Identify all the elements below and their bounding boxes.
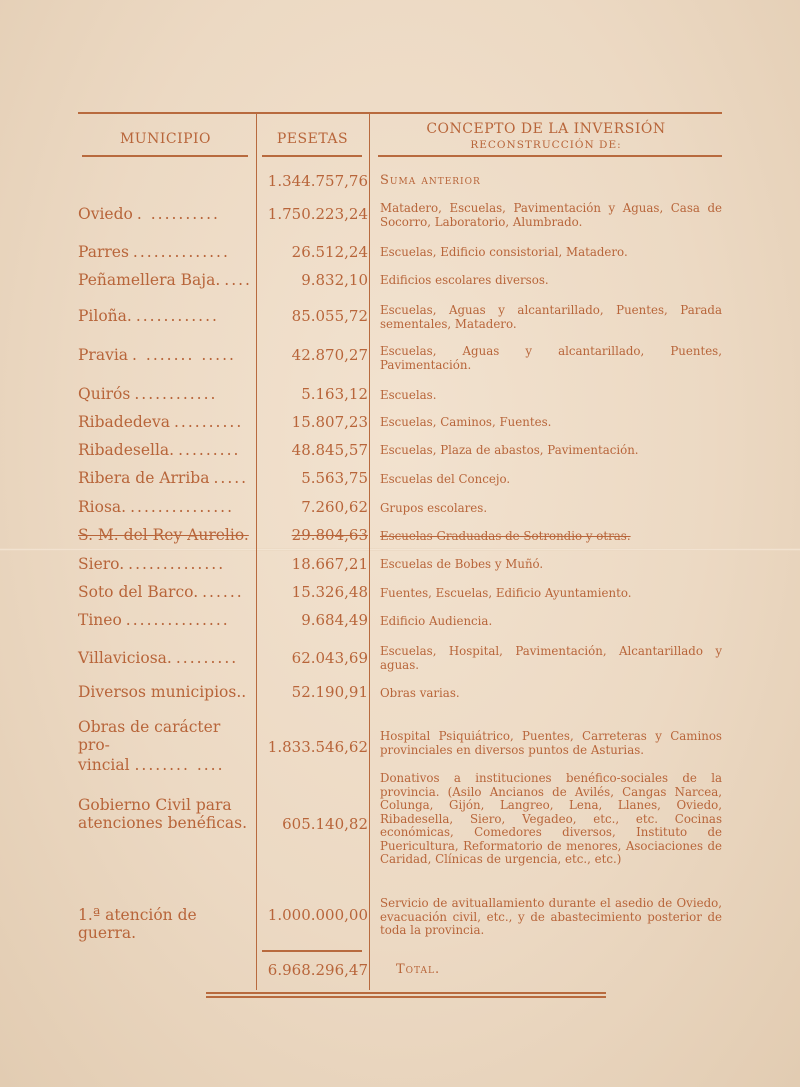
concept-cell: Escuelas de Bobes y Muñó.: [380, 557, 544, 571]
municipio-name: [78, 649, 253, 667]
concept-cell: Edificios escolares diversos.: [380, 273, 549, 287]
amount-cell: 9.684,49: [301, 611, 368, 629]
amount-cell: 15.326,48: [291, 583, 368, 601]
concept-cell: Edificio Audiencia.: [380, 614, 493, 628]
municipio-label: Parres: [78, 243, 129, 261]
concept-cell: Fuentes, Escuelas, Edificio Ayuntamiento.: [380, 586, 632, 600]
amount-cell: 5.563,75: [301, 469, 368, 487]
amount-cell: 15.807,23: [291, 413, 368, 431]
gobierno-concept: Donativos a instituciones benéfico-sociales de la provincia. (Asilo Ancianos de Avilés, Cangas Narcea, Colunga, Gijón, Langreo, Lena, Llanes, Oviedo, Ribadesella, Siero, Vegadeo, etc., etc. Cocinas económicas, Comedores diversos, Instituto de Puericultura, Reformatorio de menores, Asociaciones de Caridad, Clínicas de urgencia, etc., etc.): [380, 771, 722, 866]
amount-cell: 9.832,10: [301, 271, 368, 289]
suma-anterior-label: Suma anterior: [380, 173, 481, 188]
leader-dots: . ....... .....: [132, 346, 236, 364]
amount-cell: 5.163,12: [301, 385, 368, 403]
leader-dots: . ..........: [136, 205, 220, 223]
provincial-municipio-line2: [78, 756, 253, 774]
leader-dots: ......: [202, 583, 244, 601]
concept-cell: Matadero, Escuelas, Pavimentación y Aguas, Casa de Socorro, Laboratorio, Alumbrado.: [380, 201, 722, 229]
leader-dots: .........: [175, 649, 239, 667]
suma-anterior-amount: 1.344.757,76: [267, 172, 368, 190]
concept-cell: Escuelas, Edificio consistorial, Matadero.: [380, 245, 628, 259]
amount-cell: 18.667,21: [291, 555, 368, 573]
municipio-label: Quirós: [78, 385, 131, 403]
leader-dots: ...............: [130, 498, 234, 516]
amount-cell: 62.043,69: [291, 649, 368, 667]
municipio-name: [78, 385, 253, 403]
municipio-name: [78, 583, 253, 601]
amount-cell: 1.750.223,24: [267, 205, 368, 223]
municipio-label: Soto del Barco.: [78, 583, 199, 601]
leader-dots: ..........: [173, 413, 244, 431]
total-amount: 6.968.296,47: [267, 961, 368, 979]
concept-cell: Obras varias.: [380, 686, 460, 700]
leader-dots: ............: [135, 307, 219, 325]
concept-cell: Escuelas, Hospital, Pavimentación, Alcantarillado y aguas.: [380, 644, 722, 672]
municipio-name: [78, 498, 253, 516]
concept-cell: Escuelas Graduadas de Sotrondio y otras.: [380, 529, 631, 543]
leader-dots: ..............: [132, 243, 230, 261]
leader-dots: .....: [213, 469, 249, 487]
gobierno-municipio-line2: atenciones benéficas.: [78, 814, 248, 832]
amount-cell: 52.190,91: [291, 683, 368, 701]
total-rule: [262, 950, 362, 952]
amount-cell: 7.260,62: [301, 498, 368, 516]
header-municipio: MUNICIPIO: [119, 131, 212, 147]
top-rule: [78, 112, 722, 114]
municipio-label: Diversos municipios..: [78, 683, 247, 701]
municipio-name: [78, 413, 253, 431]
concept-cell: Escuelas, Caminos, Fuentes.: [380, 415, 552, 429]
municipio-label: Ribadedeva: [78, 413, 170, 431]
amount-cell: 85.055,72: [291, 307, 368, 325]
concept-cell: Escuelas del Concejo.: [380, 472, 511, 486]
municipio-label: Oviedo: [78, 205, 133, 223]
concept-cell: Escuelas, Aguas y alcantarillado, Puentes, Parada sementales, Matadero.: [380, 303, 722, 331]
municipio-name: [78, 307, 253, 325]
header-concepto-sub: RECONSTRUCCIÓN DE:: [470, 139, 622, 151]
municipio-label: Villaviciosa.: [78, 649, 172, 667]
leader-dots: ..............: [128, 555, 226, 573]
municipio-label: Pravia: [78, 346, 129, 364]
amount-cell: 42.870,27: [291, 346, 368, 364]
provincial-amount: 1.833.546,62: [267, 738, 368, 756]
header-rule-pesetas: [262, 155, 362, 157]
gobierno-municipio: [78, 796, 253, 832]
leader-dots: ............: [134, 385, 218, 403]
municipio-label: S. M. del Rey Aurelio.: [78, 526, 249, 544]
leader-dots: ....: [224, 271, 252, 289]
municipio-name: [78, 346, 253, 364]
municipio-name: [78, 683, 253, 701]
guerra-amount: 1.000.000,00: [267, 906, 368, 924]
header-rule-concepto: [378, 155, 722, 157]
guerra-concept: Servicio de avituallamiento durante el asedio de Oviedo, evacuación civil, etc., y de abastecimiento posterior de toda la provincia.: [380, 896, 722, 937]
page-fold: [0, 548, 800, 551]
provincial-dots: ........ ....: [134, 756, 225, 774]
concept-cell: Grupos escolares.: [380, 501, 488, 515]
municipio-name: [78, 469, 253, 487]
header-concepto: CONCEPTO DE LA INVERSIÓN: [426, 121, 666, 137]
provincial-municipio: [78, 718, 253, 774]
municipio-label: Siero.: [78, 555, 125, 573]
amount-cell: 29.804,63: [291, 526, 368, 544]
concept-cell: Escuelas.: [380, 388, 437, 402]
header-pesetas: PESETAS: [276, 131, 349, 147]
leader-dots: ...............: [125, 611, 230, 629]
municipio-name: [78, 526, 253, 544]
concept-cell: Escuelas, Aguas y alcantarillado, Puentes, Pavimentación.: [380, 344, 722, 372]
municipio-name: [78, 555, 253, 573]
municipio-name: [78, 271, 253, 289]
provincial-municipio-line1: Obras de carácter pro-: [78, 718, 221, 754]
municipio-name: [78, 205, 253, 223]
municipio-label: Ribera de Arriba: [78, 469, 210, 487]
amount-cell: 48.845,57: [291, 441, 368, 459]
guerra-municipio: 1.ª atención de guerra.: [78, 906, 197, 942]
concept-cell: Escuelas, Plaza de abastos, Pavimentación.: [380, 443, 639, 457]
bottom-rule-2: [206, 996, 606, 998]
divider-right: [369, 112, 370, 990]
municipio-name: [78, 243, 253, 261]
municipio-label: Piloña.: [78, 307, 132, 325]
municipio-label: Ribadesella.: [78, 441, 175, 459]
gobierno-amount: 605.140,82: [282, 815, 368, 833]
bottom-rule-1: [206, 992, 606, 994]
gobierno-municipio-line1: Gobierno Civil para: [78, 796, 232, 814]
leader-dots: .........: [178, 441, 241, 459]
header-rule-municipio: [82, 155, 248, 157]
municipio-name: [78, 611, 253, 629]
municipio-label: Tineo: [78, 611, 122, 629]
total-label: Total.: [396, 962, 441, 977]
municipio-label: Riosa.: [78, 498, 127, 516]
amount-cell: 26.512,24: [291, 243, 368, 261]
provincial-concept: Hospital Psiquiátrico, Puentes, Carreteras y Caminos provinciales en diversos puntos de Asturias.: [380, 729, 722, 757]
provincial-municipio-text: vincial: [78, 756, 130, 774]
municipio-name: [78, 441, 253, 459]
municipio-label: Peñamellera Baja.: [78, 271, 221, 289]
